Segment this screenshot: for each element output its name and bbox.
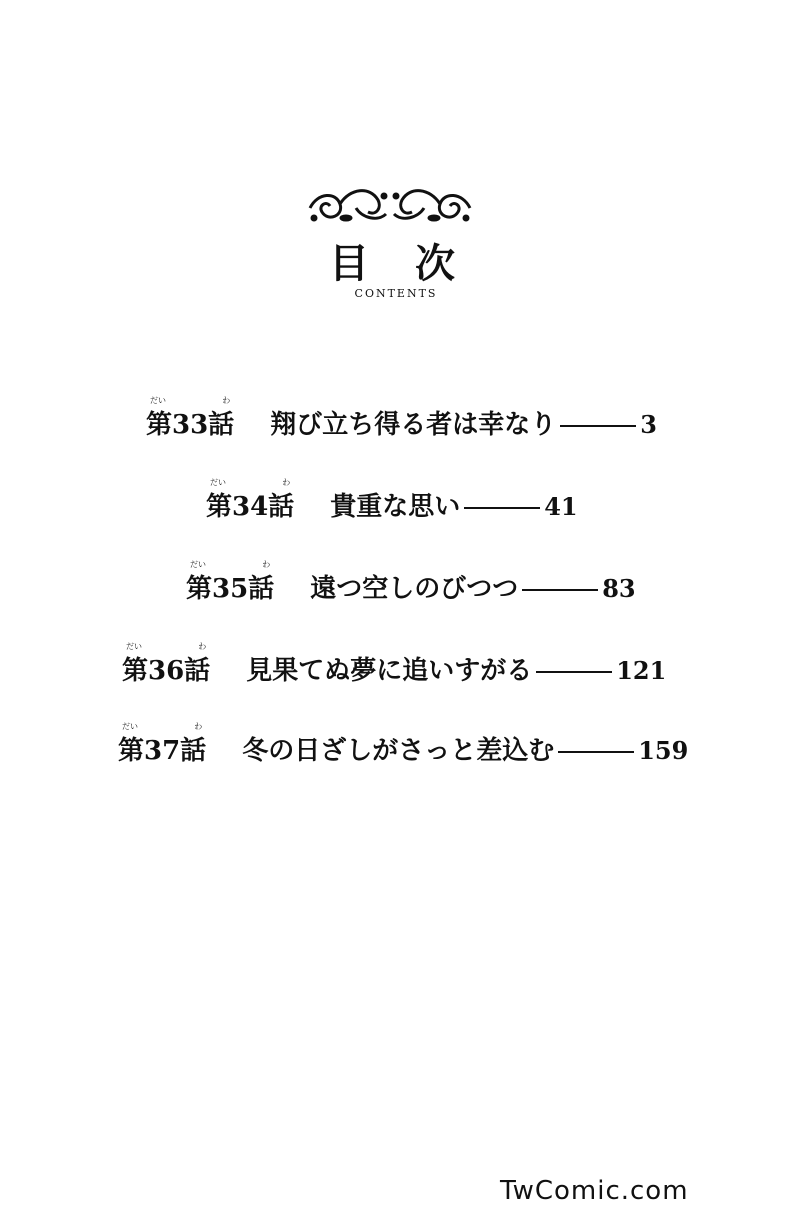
leader-dash — [558, 751, 634, 753]
page-number: 3 — [640, 410, 657, 439]
toc-entry[interactable] — [146, 380, 657, 440]
floral-ornament-icon — [300, 178, 480, 230]
chapter-ruby: だい わ — [122, 722, 203, 731]
chapter-number: だい わ 第35話 — [186, 560, 275, 604]
toc-entry[interactable] — [122, 626, 666, 686]
chapter-number: だい わ 第34話 — [206, 478, 295, 522]
page-title: 目 次 — [329, 240, 471, 287]
page-number: 83 — [602, 574, 636, 603]
leader-dash — [522, 589, 598, 591]
chapter-ruby: だい わ — [150, 396, 231, 405]
leader-dash — [464, 507, 540, 509]
leader-dash — [560, 425, 636, 427]
chapter-number: だい わ 第36話 — [122, 642, 211, 686]
chapter-number: だい わ 第33話 — [146, 396, 235, 440]
toc-entry[interactable] — [186, 544, 636, 604]
chapter-title: 翔び立ち得る者は幸なり — [270, 410, 557, 440]
chapter-title: 見果てぬ夢に追いすがる — [246, 656, 533, 686]
chapter-ruby: だい わ — [190, 560, 271, 569]
chapter-title: 貴重な思い — [330, 492, 461, 522]
leader-dash — [536, 671, 612, 673]
toc-entry[interactable] — [206, 462, 578, 522]
page-number: 159 — [638, 736, 689, 765]
watermark-text: TwComic.com — [500, 1176, 689, 1206]
chapter-title: 冬の日ざしがさっと差込む — [242, 736, 555, 766]
chapter-ruby: だい わ — [126, 642, 207, 651]
chapter-title: 遠つ空しのびつつ — [310, 574, 519, 604]
toc-entry[interactable] — [118, 706, 688, 766]
page-number: 41 — [544, 492, 578, 521]
page-number: 121 — [616, 656, 667, 685]
chapter-ruby: だい わ — [210, 478, 291, 487]
chapter-number: だい わ 第37話 — [118, 722, 207, 766]
page-subtitle: CONTENTS — [354, 287, 438, 300]
